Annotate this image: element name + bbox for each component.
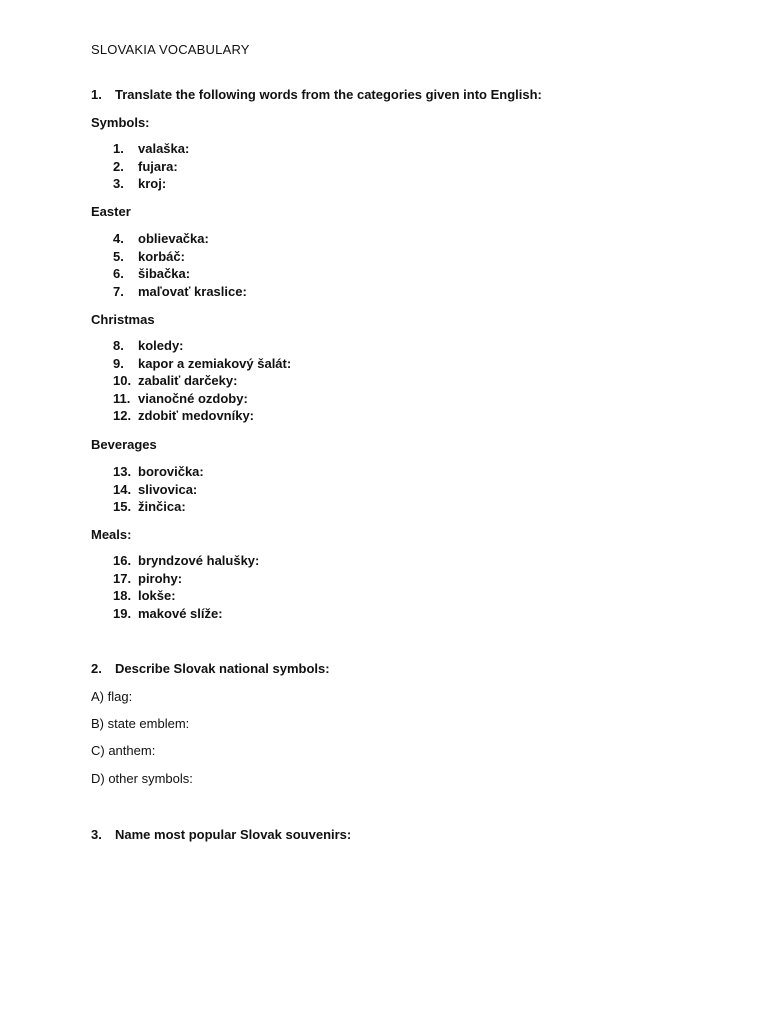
category-meals: Meals: xyxy=(91,527,132,542)
list-item xyxy=(113,230,247,248)
item-word: koledy: xyxy=(138,338,184,353)
symbols-word-list xyxy=(113,140,189,193)
list-item xyxy=(113,175,189,193)
item-word: kapor a zemiakový šalát: xyxy=(138,355,292,371)
item-number: 3. xyxy=(113,176,124,192)
item-number: 13. xyxy=(113,464,132,479)
item-number: 9. xyxy=(113,355,124,371)
answer-state-emblem: B) state emblem: xyxy=(91,716,190,731)
item-word: žinčica: xyxy=(138,499,186,515)
category-christmas: Christmas xyxy=(91,312,155,327)
item-number: 4. xyxy=(113,231,124,246)
item-number: 17. xyxy=(113,570,132,586)
list-item xyxy=(113,283,247,301)
list-item xyxy=(113,605,259,623)
category-easter: Easter xyxy=(91,204,131,219)
item-word: slivovica: xyxy=(138,481,198,497)
category-beverages: Beverages xyxy=(91,437,157,452)
list-item xyxy=(113,587,259,605)
item-word: lokše: xyxy=(138,588,176,604)
item-number: 2. xyxy=(113,158,124,174)
question-3-heading xyxy=(91,827,351,842)
question-2-heading xyxy=(91,661,330,676)
list-item xyxy=(113,337,291,355)
item-number: 6. xyxy=(113,266,124,282)
item-word: zdobiť medovníky: xyxy=(138,408,255,424)
item-word: vianočné ozdoby: xyxy=(138,390,248,406)
category-symbols: Symbols: xyxy=(91,115,150,130)
list-item xyxy=(113,498,204,516)
list-item xyxy=(113,158,189,176)
question-number: 2. xyxy=(91,661,102,676)
item-word: maľovať kraslice: xyxy=(138,283,247,299)
list-item xyxy=(113,407,291,425)
item-number: 10. xyxy=(113,373,132,389)
list-item xyxy=(113,140,189,158)
christmas-word-list xyxy=(113,337,291,425)
item-number: 11. xyxy=(113,390,131,406)
question-text: Name most popular Slovak souvenirs: xyxy=(115,827,352,842)
answer-anthem: C) anthem: xyxy=(91,743,156,758)
answer-flag: A) flag: xyxy=(91,689,133,704)
item-number: 1. xyxy=(113,141,124,156)
document-title: SLOVAKIA VOCABULARY xyxy=(91,42,250,57)
item-number: 5. xyxy=(113,248,124,264)
list-item xyxy=(113,481,204,499)
question-text: Describe Slovak national symbols: xyxy=(115,661,330,676)
list-item xyxy=(113,552,259,570)
answer-other-symbols: D) other symbols: xyxy=(91,771,193,786)
item-word: oblievačka: xyxy=(138,231,209,246)
item-number: 18. xyxy=(113,588,132,604)
list-item xyxy=(113,390,291,408)
item-number: 12. xyxy=(113,408,132,424)
item-word: makové slíže: xyxy=(138,605,223,621)
list-item xyxy=(113,463,204,481)
item-word: šibačka: xyxy=(138,266,191,282)
list-item xyxy=(113,248,247,266)
item-number: 16. xyxy=(113,553,132,568)
easter-word-list xyxy=(113,230,247,300)
item-word: valaška: xyxy=(138,141,190,156)
list-item xyxy=(113,372,291,390)
item-number: 8. xyxy=(113,338,124,353)
item-number: 15. xyxy=(113,499,132,515)
item-word: bryndzové halušky: xyxy=(138,553,260,568)
item-word: borovička: xyxy=(138,464,204,479)
item-number: 7. xyxy=(113,283,124,299)
question-number: 1. xyxy=(91,87,102,102)
item-word: kroj: xyxy=(138,176,167,192)
item-number: 14. xyxy=(113,481,132,497)
list-item xyxy=(113,570,259,588)
question-text: Translate the following words from the categories given into English: xyxy=(115,87,542,102)
item-word: korbáč: xyxy=(138,248,185,264)
item-number: 19. xyxy=(113,605,132,621)
list-item xyxy=(113,355,291,373)
item-word: zabaliť darčeky: xyxy=(138,373,238,389)
question-number: 3. xyxy=(91,827,102,842)
list-item xyxy=(113,265,247,283)
meals-word-list xyxy=(113,552,259,622)
question-1-heading xyxy=(91,87,542,102)
item-word: fujara: xyxy=(138,158,178,174)
beverages-word-list xyxy=(113,463,204,516)
item-word: pirohy: xyxy=(138,570,183,586)
